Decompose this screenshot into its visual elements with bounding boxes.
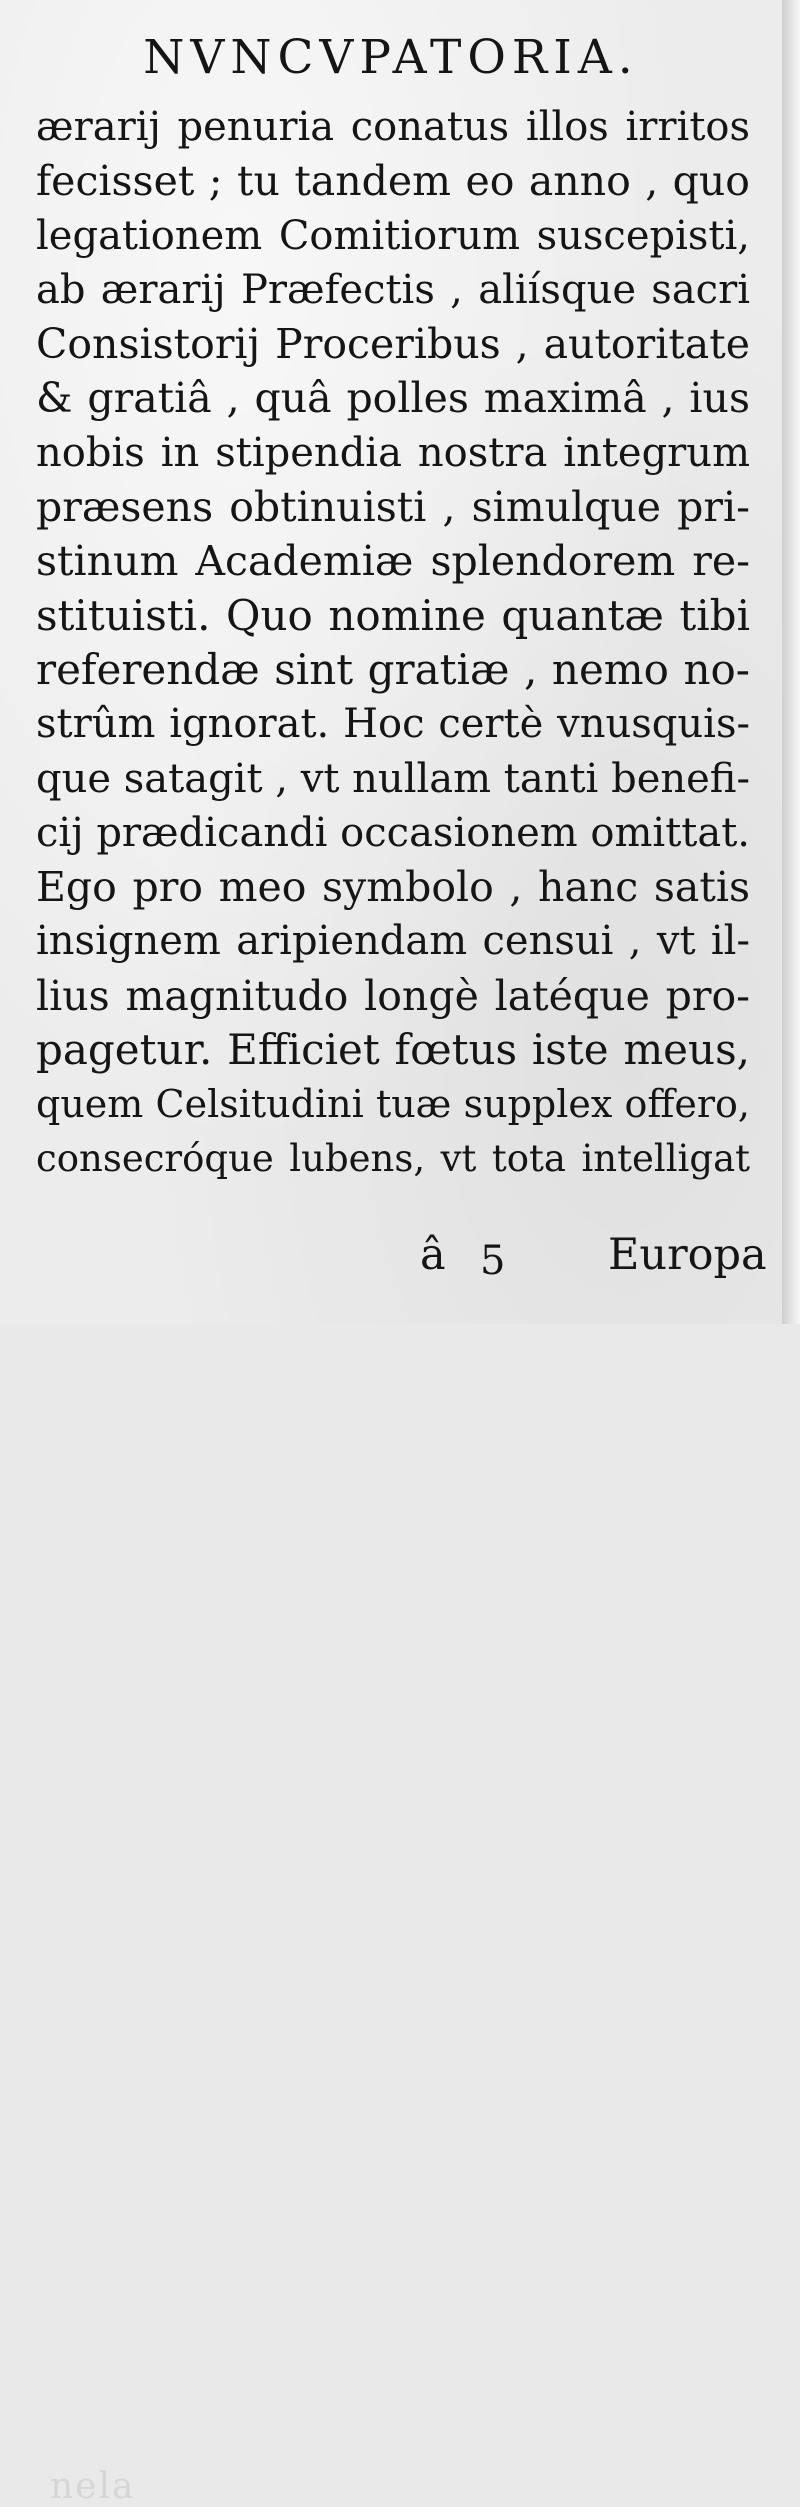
text-line: cij prædicandi occasionem omittat. (36, 809, 750, 856)
page-footer (0, 1230, 782, 2507)
text-line: ab ærarij Præfectis , aliísque sacri (36, 266, 750, 313)
text-line: quem Celsitudini tuæ supplex offero, (36, 1082, 750, 1127)
text-line: præsens obtinuisti , simulque pri- (36, 483, 750, 532)
text-line: nobis in stipendia nostra integrum (36, 429, 750, 476)
page-number: 5 (480, 1238, 506, 1284)
text-line: fecisset ; tu tandem eo anno , quo (36, 157, 750, 206)
text-line: legationem Comitiorum suscepisti, (36, 212, 750, 259)
text-line: insignem aripiendam censui , vt il- (36, 918, 750, 965)
text-line: Consistorij Proceribus , autoritate (36, 320, 750, 369)
text-line: & gratiâ , quâ polles maximâ , ius (36, 374, 750, 423)
signature-mark: â (420, 1230, 446, 1280)
catchword: Europa (608, 1230, 767, 1280)
text-line: stinum Academiæ splendorem re- (36, 537, 750, 586)
text-line: stituisti. Quo nomine quantæ tibi (36, 590, 750, 640)
text-line: strûm ignorat. Hoc certè vnusquis- (36, 701, 750, 748)
text-line: pagetur. Efficiet fœtus iste meus, (36, 1025, 750, 1075)
text-line: que satagit , vt nullam tanti benefi- (36, 755, 750, 802)
bleed-through-text: nela (50, 2466, 136, 2507)
page-edge (782, 0, 800, 1324)
text-line: ærarij penuria conatus illos irritos (36, 104, 750, 150)
text-line: lius magnitudo longè latéque pro- (36, 971, 750, 1020)
text-line: Ego pro meo symbolo , hanc satis (36, 863, 750, 912)
page-header: NVNCVPATORIA. (143, 30, 639, 85)
text-line: consecróque lubens, vt tota intelligat (36, 1136, 750, 1180)
body-text (36, 100, 750, 1186)
text-line: referendæ sint gratiæ , nemo no- (36, 644, 750, 694)
